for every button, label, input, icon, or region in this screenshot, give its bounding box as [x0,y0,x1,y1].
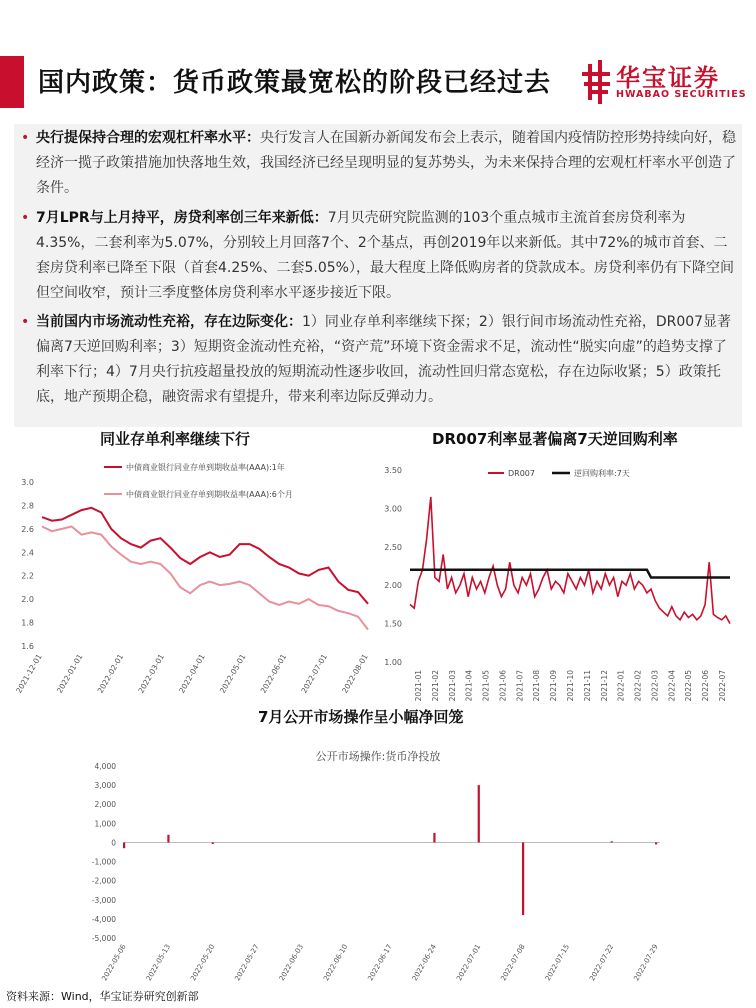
y-tick-label: -3,000 [91,895,116,905]
y-tick-label: 2.0 [21,595,34,605]
legend-label-6m: 中债商业银行同业存单到期收益率(AAA):6个月 [126,490,293,499]
x-tick-label: 2022-07-15 [543,943,572,983]
x-tick-label: 2022-05-06 [100,943,128,983]
legend-label-dr007: DR007 [508,469,535,478]
y-tick-label: 4,000 [94,762,116,771]
x-tick-label: 2022-06-24 [410,943,439,983]
x-tick-label: 2021-10 [566,670,575,702]
x-tick-label: 2022-07-22 [588,943,616,983]
x-tick-label: 2022-05-13 [144,943,173,983]
x-tick-label: 2022-07-08 [499,943,527,983]
y-tick-label: 2.4 [21,548,34,558]
x-tick-label: 2022-07 [718,670,727,702]
bullet-icon: • [21,314,30,330]
logo-name: 华宝证券 [616,64,720,92]
y-tick-label: 3,000 [94,781,116,791]
x-tick-label: 2021-11 [582,670,592,702]
x-tick-label: 2021-03 [447,670,457,702]
hwabao-logo-icon [582,60,612,104]
paragraph-2-heading: 7月LPR与上月持平，房贷利率创三年来新低： [36,210,328,226]
y-tick-label: -5,000 [91,934,116,943]
paragraph-2-text: 7月贝壳研究院监测的103个重点城市主流首套房贷利率为4.35%，二套利率为5.07%，分别较上月回落7个、2个基点，再创2019年以来新低。其中72%的城市首套、二套房贷利率已降至下限（首套4.25%、二套5.05%），最大程度上降低购房者的贷款成本。房贷利率仍有下降空间但空间收窄，预计三季度整体房贷利率水平逐步接近下限。 [36,210,734,301]
x-tick-label: 2022-01-01 [54,652,85,695]
title-accent-bar [0,56,24,108]
y-tick-label: 2.00 [384,581,402,591]
x-tick-label: 2022-03-01 [136,652,166,695]
x-tick-label: 2021-08 [532,670,542,702]
paragraph-3 [21,310,736,410]
paragraph-1-heading: 央行提保持合理的宏观杠杆率水平： [36,130,260,146]
series-line-dr007 [410,497,730,624]
series-line-1y [42,508,368,604]
series-line-6m [42,527,368,630]
chart1-heading: 同业存单利率继续下行 [100,430,251,448]
x-tick-label: 2021-12-01 [14,652,44,695]
bar [611,841,613,842]
x-tick-label: 2022-05-27 [233,943,261,983]
x-tick-label: 2021-06 [498,670,508,702]
source-note: 资料来源：Wind，华宝证券研究创新部 [6,990,199,1003]
y-tick-label: 2.8 [21,501,34,511]
x-tick-label: 2021-01 [414,670,423,702]
x-tick-label: 2022-01 [616,670,626,702]
chart3-inner-title: 公开市场操作:货币净投放 [315,750,441,763]
x-tick-label: 2022-07-01 [455,943,483,983]
x-tick-label: 2022-02-01 [95,652,126,695]
x-tick-label: 2022-02 [633,670,643,702]
brand-logo [582,58,752,108]
bullet-icon: • [21,210,30,226]
page-header [0,40,756,124]
bar [433,833,435,843]
y-tick-label: -4,000 [91,914,116,924]
y-tick-label: 2.6 [21,524,34,534]
x-tick-label: 2022-07-29 [632,943,660,983]
bar [478,785,480,842]
x-tick-label: 2022-07-01 [299,652,329,695]
dr007-chart [380,452,750,702]
x-tick-label: 2021-09 [549,670,559,702]
x-tick-label: 2021-07 [515,670,525,702]
bar [212,842,214,844]
y-tick-label: 1.50 [384,619,402,629]
y-tick-label: 0 [111,838,116,848]
bar [123,842,125,848]
summary-box [14,124,742,427]
y-tick-label: 1.6 [21,642,34,651]
paragraph-1 [21,126,736,201]
paragraph-3-text: 1）同业存单利率继续下探；2）银行间市场流动性充裕，DR007显著偏离7天逆回购利率；3）短期资金流动性充裕，“资产荒”环境下资金需求不足，流动性“脱实向虚”的趋势支撑了利率下行；4）7月央行抗疫超量投放的短期流动性逐步收回，流动性回归常态宽松，存在边际收紧；5）政策托底，地产预期企稳，融资需求有望提升，带来利率边际反弹动力。 [36,314,732,405]
x-tick-label: 2022-08-01 [340,652,370,695]
y-tick-label: -1,000 [91,857,116,867]
y-tick-label: 1.8 [21,618,34,628]
bullet-icon: • [21,130,30,146]
logo-english: HWABAO SECURITIES [616,89,747,100]
paragraph-1-text: 央行发言人在国新办新闻发布会上表示，随着国内疫情防控形势持续向好，稳经济一揽子政策措施加快落地生效，我国经济已经呈现明显的复苏势头，为未来保持合理的宏观杠杆率水平创造了条件。 [36,130,736,196]
chart3-heading: 7月公开市场操作呈小幅净回笼 [258,708,464,726]
bar [167,835,169,843]
y-tick-label: 1.00 [384,658,402,667]
x-tick-label: 2022-06-03 [277,943,306,983]
bar [522,842,524,915]
bar [655,842,657,844]
x-tick-label: 2022-03 [650,670,660,702]
paragraph-3-heading: 当前国内市场流动性充裕，存在边际变化： [36,314,302,330]
paragraph-2 [21,206,736,306]
x-tick-label: 2021-04 [464,670,474,702]
x-tick-label: 2022-05-01 [217,652,248,695]
x-tick-label: 2022-04 [667,670,677,702]
y-tick-label: -2,000 [91,876,116,886]
y-tick-label: 2.50 [384,542,402,552]
x-tick-label: 2022-06 [701,670,711,702]
y-tick-label: 3.50 [384,466,402,475]
x-tick-label: 2022-04-01 [177,652,207,695]
page-title: 国内政策：货币政策最宽松的阶段已经过去 [38,68,552,98]
x-tick-label: 2021-05 [481,670,491,702]
x-tick-label: 2022-05-20 [189,943,217,983]
open-market-chart [0,740,756,986]
x-tick-label: 2022-06-10 [322,943,350,983]
x-tick-label: 2021-12 [599,670,609,702]
x-tick-label: 2022-05 [684,670,694,702]
chart2-heading: DR007利率显著偏离7天逆回购利率 [432,430,678,448]
y-tick-label: 3.0 [21,478,34,487]
ncd-yield-chart [0,452,380,702]
x-tick-label: 2021-02 [430,670,440,702]
y-tick-label: 1,000 [94,819,116,829]
x-tick-label: 2022-06-17 [366,943,394,983]
x-tick-label: 2022-06-01 [258,652,289,695]
y-tick-label: 2,000 [94,800,116,810]
legend-label-reverse-repo: 逆回购利率:7天 [574,469,630,478]
legend-label-1y: 中债商业银行同业存单到期收益率(AAA):1年 [126,463,285,472]
y-tick-label: 3.00 [384,504,402,514]
y-tick-label: 2.2 [21,571,34,581]
